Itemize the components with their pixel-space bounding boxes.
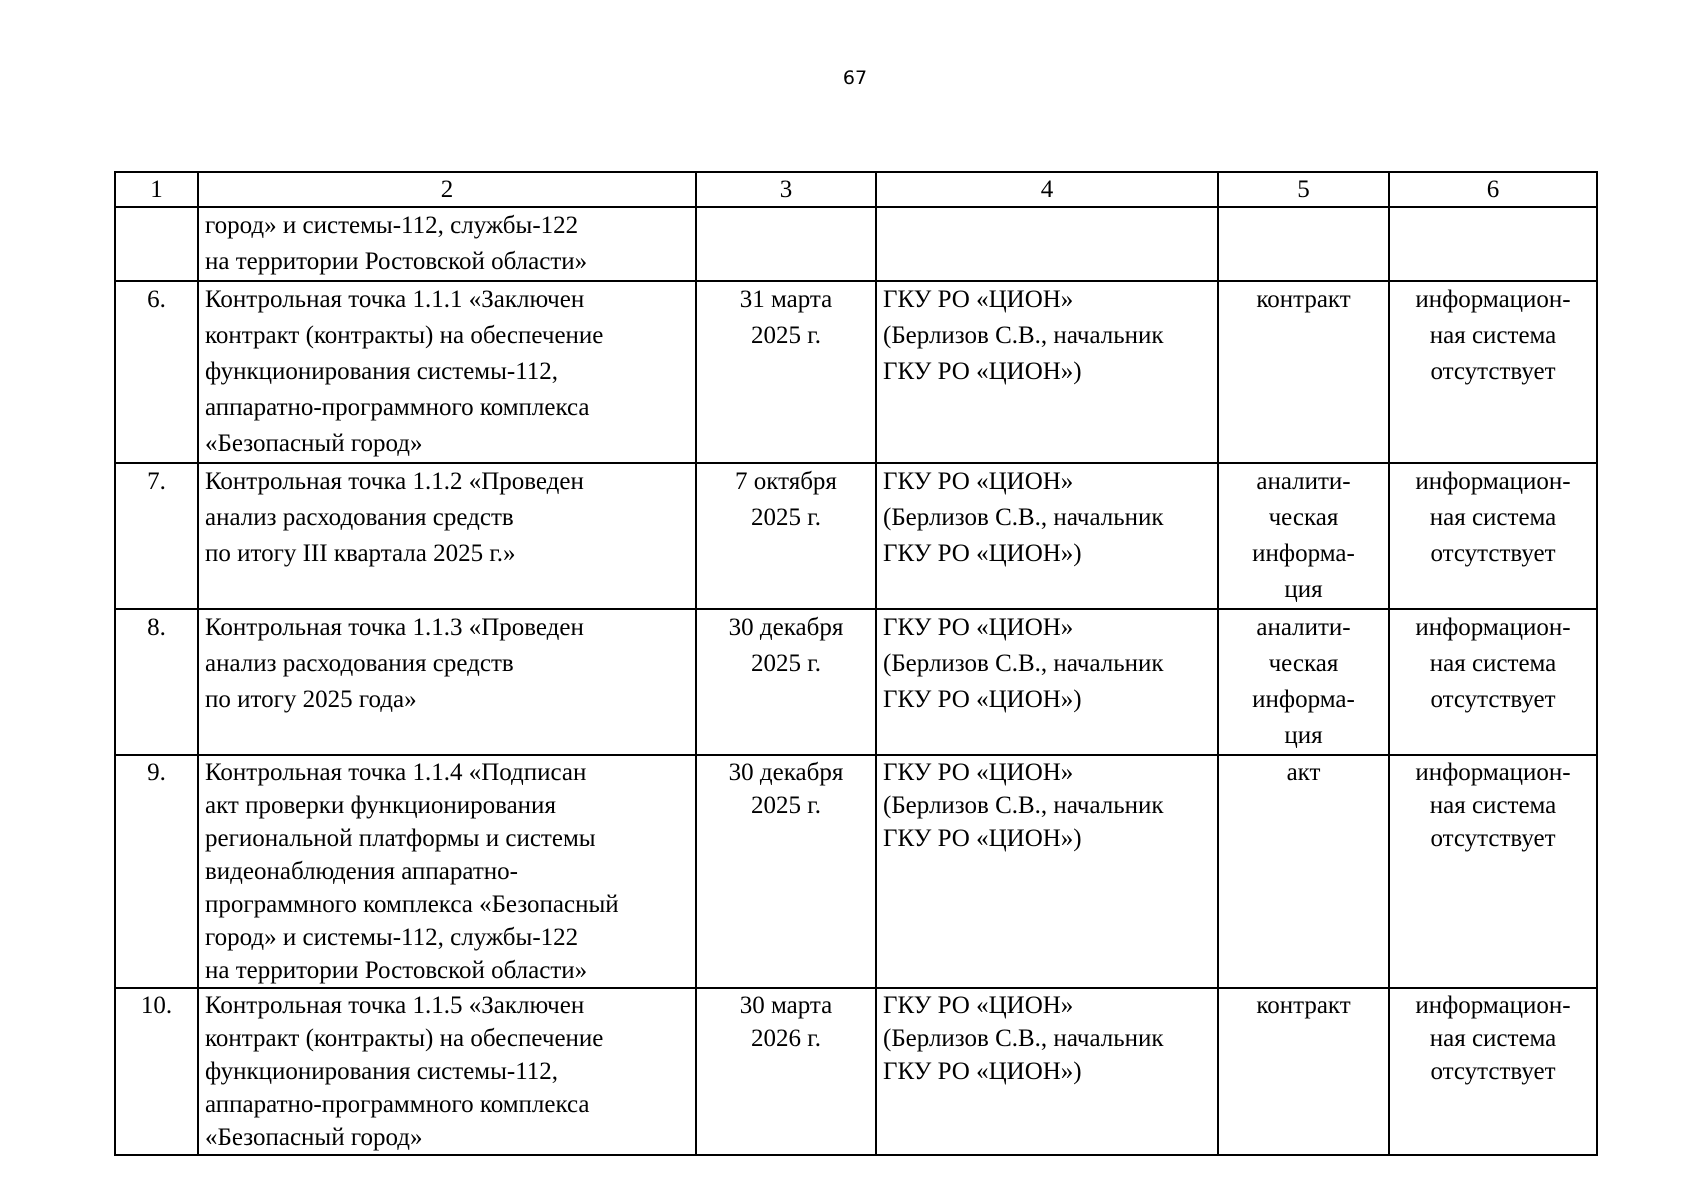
cell-line: 7 октября — [735, 468, 837, 495]
cell-line: ГКУ РО «ЦИОН») — [883, 825, 1082, 852]
cell-line: (Берлизов С.В., начальник — [883, 504, 1164, 531]
info-system-cell — [1389, 755, 1597, 988]
cell-line: информацион- — [1415, 992, 1571, 1019]
cell-line: Контрольная точка 1.1.1 «Заключен — [205, 286, 585, 313]
cell-line: ная система — [1429, 322, 1557, 349]
responsible-cell — [876, 609, 1218, 755]
cell-line: (Берлизов С.В., начальник — [883, 322, 1164, 349]
column-header: 6 — [1389, 172, 1597, 207]
cell-line: ГКУ РО «ЦИОН») — [883, 358, 1082, 385]
cell-line: ческая — [1268, 504, 1339, 531]
table-row — [115, 207, 1597, 281]
cell-line: анализ расходования средств — [205, 650, 514, 677]
cell-line: (Берлизов С.В., начальник — [883, 1025, 1164, 1052]
cell-line: информацион- — [1415, 286, 1571, 313]
cell-line: 9. — [147, 759, 166, 786]
cell-line: Контрольная точка 1.1.5 «Заключен — [205, 992, 585, 1019]
row-number-cell: 8. — [115, 609, 198, 755]
cell-line: ная система — [1429, 650, 1557, 677]
cell-line: анализ расходования средств — [205, 504, 514, 531]
cell-line: ная система — [1429, 1025, 1557, 1052]
document-type-cell — [1218, 463, 1389, 609]
cell-line: 2025 г. — [751, 504, 821, 531]
page-number: 67 — [842, 67, 868, 89]
cell-line: аппаратно-программного комплекса — [205, 394, 590, 421]
cell-line: функционирования системы-112, — [205, 358, 559, 385]
document-type-cell — [1218, 988, 1389, 1155]
cell-line: видеонаблюдения аппаратно- — [205, 858, 518, 885]
cell-line: информацион- — [1415, 468, 1571, 495]
cell-line: «Безопасный город» — [205, 1124, 423, 1151]
column-header: 3 — [696, 172, 876, 207]
column-header: 1 — [115, 172, 198, 207]
cell-line: ГКУ РО «ЦИОН» — [883, 286, 1074, 313]
row-number-cell — [115, 207, 198, 281]
cell-line: 10. — [140, 992, 173, 1019]
cell-line: 2025 г. — [751, 792, 821, 819]
cell-line: информацион- — [1415, 759, 1571, 786]
document-type-cell — [1218, 207, 1389, 281]
cell-line: ческая — [1268, 650, 1339, 677]
row-number-cell — [115, 755, 198, 988]
responsible-cell — [876, 207, 1218, 281]
cell-line: ГКУ РО «ЦИОН» — [883, 614, 1074, 641]
column-header: 2 — [198, 172, 696, 207]
table-row — [115, 281, 1597, 463]
cell-line: город» и системы-112, службы-122 — [205, 212, 579, 239]
event-cell — [198, 463, 696, 609]
cell-line: ция — [1284, 722, 1323, 749]
responsible-cell — [876, 463, 1218, 609]
cell-line: по итогу 2025 года» — [205, 686, 417, 713]
cell-line: ГКУ РО «ЦИОН») — [883, 1058, 1082, 1085]
event-cell — [198, 207, 696, 281]
cell-line: контракт (контракты) на обеспечение — [205, 322, 604, 349]
event-cell — [198, 609, 696, 755]
cell-line: 30 декабря — [728, 759, 844, 786]
date-cell — [696, 755, 876, 988]
cell-line: (Берлизов С.В., начальник — [883, 792, 1164, 819]
cell-line: акт — [1286, 759, 1321, 786]
cell-line: Контрольная точка 1.1.4 «Подписан — [205, 759, 587, 786]
table-row — [115, 988, 1597, 1155]
table-row — [115, 755, 1597, 988]
cell-line: ная система — [1429, 504, 1557, 531]
cell-line: на территории Ростовской области» — [205, 957, 588, 984]
cell-line: ция — [1284, 576, 1323, 603]
cell-line: 30 марта — [739, 992, 833, 1019]
document-type-cell — [1218, 755, 1389, 988]
cell-line: информацион- — [1415, 614, 1571, 641]
cell-line: Контрольная точка 1.1.2 «Проведен — [205, 468, 584, 495]
cell-line: программного комплекса «Безопасный — [205, 891, 619, 918]
cell-line: по итогу III квартала 2025 г.» — [205, 540, 516, 567]
cell-line: региональной платформы и системы — [205, 825, 596, 852]
cell-line: ГКУ РО «ЦИОН» — [883, 992, 1074, 1019]
responsible-cell — [876, 988, 1218, 1155]
control-points-table — [114, 171, 1598, 1156]
cell-line: контракт (контракты) на обеспечение — [205, 1025, 604, 1052]
cell-line: отсутствует — [1430, 686, 1556, 713]
cell-line: Контрольная точка 1.1.3 «Проведен — [205, 614, 584, 641]
cell-line: город» и системы-112, службы-122 — [205, 924, 579, 951]
row-number-cell: 7. — [115, 463, 198, 609]
date-cell — [696, 207, 876, 281]
cell-line: ная система — [1429, 792, 1557, 819]
cell-line: 2025 г. — [751, 650, 821, 677]
cell-line: на территории Ростовской области» — [205, 248, 588, 275]
table-header-row — [115, 172, 1597, 207]
info-system-cell — [1389, 463, 1597, 609]
date-cell — [696, 609, 876, 755]
cell-line: 30 декабря — [728, 614, 844, 641]
cell-line: ГКУ РО «ЦИОН» — [883, 759, 1074, 786]
cell-line: 31 марта — [739, 286, 833, 313]
cell-line: 2026 г. — [751, 1025, 821, 1052]
cell-line: «Безопасный город» — [205, 430, 423, 457]
row-number-cell — [115, 988, 198, 1155]
responsible-cell — [876, 281, 1218, 463]
date-cell — [696, 281, 876, 463]
cell-line: отсутствует — [1430, 825, 1556, 852]
cell-line: контракт — [1256, 286, 1351, 313]
info-system-cell — [1389, 281, 1597, 463]
cell-line: функционирования системы-112, — [205, 1058, 559, 1085]
event-cell — [198, 755, 696, 988]
info-system-cell — [1389, 988, 1597, 1155]
table-row — [115, 463, 1597, 609]
cell-line: отсутствует — [1430, 358, 1556, 385]
cell-line: акт проверки функционирования — [205, 792, 556, 819]
info-system-cell — [1389, 609, 1597, 755]
event-cell — [198, 988, 696, 1155]
column-header: 4 — [876, 172, 1218, 207]
responsible-cell — [876, 755, 1218, 988]
cell-line: информа- — [1252, 540, 1355, 567]
cell-line: ГКУ РО «ЦИОН» — [883, 468, 1074, 495]
cell-line: информа- — [1252, 686, 1355, 713]
event-cell — [198, 281, 696, 463]
cell-line: отсутствует — [1430, 540, 1556, 567]
cell-line: контракт — [1256, 992, 1351, 1019]
document-type-cell — [1218, 281, 1389, 463]
info-system-cell — [1389, 207, 1597, 281]
cell-line: аппаратно-программного комплекса — [205, 1091, 590, 1118]
document-type-cell — [1218, 609, 1389, 755]
cell-line: аналити- — [1256, 468, 1351, 495]
cell-line: 2025 г. — [751, 322, 821, 349]
table-row — [115, 609, 1597, 755]
row-number-cell: 6. — [115, 281, 198, 463]
cell-line: аналити- — [1256, 614, 1351, 641]
date-cell — [696, 988, 876, 1155]
date-cell — [696, 463, 876, 609]
column-header: 5 — [1218, 172, 1389, 207]
cell-line: ГКУ РО «ЦИОН») — [883, 540, 1082, 567]
cell-line: ГКУ РО «ЦИОН») — [883, 686, 1082, 713]
cell-line: отсутствует — [1430, 1058, 1556, 1085]
cell-line: (Берлизов С.В., начальник — [883, 650, 1164, 677]
